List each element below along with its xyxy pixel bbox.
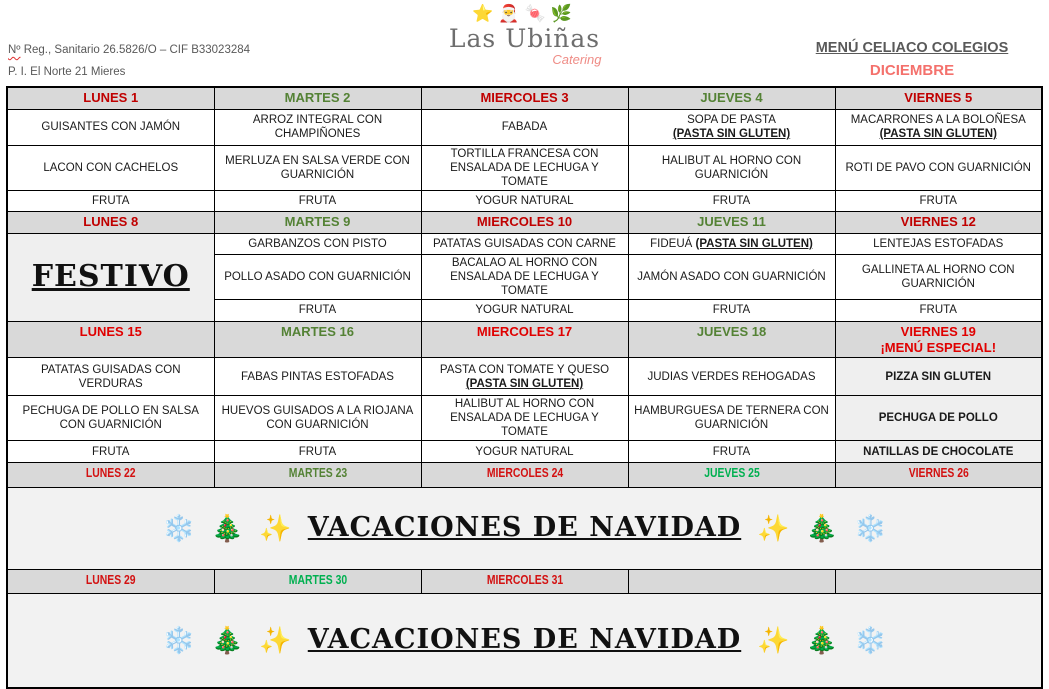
christmas-tree-icon: 🎄 <box>211 513 244 543</box>
logo-wordmark: Las Ubiñas <box>448 23 601 53</box>
dish-name: YOGUR NATURAL <box>475 445 574 458</box>
dish-cell <box>421 254 628 299</box>
dish-cell <box>421 145 628 190</box>
day-label: MARTES 2 <box>284 90 351 105</box>
reg-prefix: Nº <box>8 44 21 56</box>
dish-name: HALIBUT AL HORNO CON GUARNICIÓN <box>661 154 802 181</box>
gluten-free-note: (PASTA SIN GLUTEN) <box>695 237 813 250</box>
dish-cell <box>421 299 628 321</box>
week-header-row <box>7 321 1042 358</box>
day-label: JUEVES 18 <box>696 323 767 339</box>
dish-cell <box>835 109 1042 145</box>
dish-cell <box>421 233 628 254</box>
dish-cell <box>214 396 421 441</box>
dish-name: JUDIAS VERDES REHOGADAS <box>647 370 816 383</box>
dish-name: FRUTA <box>298 445 337 458</box>
dish-cell <box>7 109 214 145</box>
dish-cell <box>628 358 835 396</box>
day-label: MIERCOLES 3 <box>480 90 569 105</box>
dish-cell <box>214 145 421 190</box>
day-header-cell <box>628 463 835 488</box>
day-header-cell <box>628 87 835 109</box>
dish-cell <box>7 190 214 211</box>
day-header-cell <box>835 87 1042 109</box>
dish-name: MERLUZA EN SALSA VERDE CON GUARNICIÓN <box>225 154 410 181</box>
day-label: VIERNES 19 <box>900 323 976 339</box>
day-label: JUEVES 4 <box>700 90 763 105</box>
day-header-cell <box>835 463 1042 488</box>
dish-name: BACALAO AL HORNO CON ENSALADA DE LECHUGA Y TOMATE <box>450 256 599 297</box>
day-header-cell <box>214 87 421 109</box>
menu-table <box>6 86 1043 689</box>
day-label: LUNES 1 <box>83 90 139 105</box>
sanitary-registration-line <box>8 40 250 62</box>
dish-name: FABAS PINTAS ESTOFADAS <box>241 370 394 383</box>
dish-cell <box>421 358 628 396</box>
day-label: MARTES 9 <box>284 213 351 229</box>
holly-icon: 🌿 <box>550 4 577 23</box>
vacation-title: VACACIONES DE NAVIDAD <box>307 624 742 656</box>
snowflake-icon: ❄️ <box>853 624 887 655</box>
gluten-free-note: (PASTA SIN GLUTEN) <box>672 128 791 140</box>
snowflake-icon: ❄️ <box>162 513 196 543</box>
dish-cell <box>628 190 835 211</box>
day-header-cell <box>214 321 421 358</box>
dish-name: FRUTA <box>712 304 751 317</box>
snowflake-icon: ❄️ <box>853 513 887 543</box>
day-label: MIERCOLES 17 <box>476 323 573 339</box>
sparkles-icon: ✨ <box>757 513 790 543</box>
vacation-cell <box>7 488 1042 570</box>
dish-name: POLLO ASADO CON GUARNICIÓN <box>224 270 411 283</box>
day-label: VIERNES 5 <box>904 90 973 105</box>
day-label: VIERNES 26 <box>908 465 969 481</box>
dish-name: PECHUGA DE POLLO EN SALSA CON GUARNICIÓN <box>22 405 199 432</box>
sparkles-icon: ✨ <box>259 513 292 543</box>
day-header-cell <box>628 211 835 233</box>
dish-cell <box>835 441 1042 463</box>
day-label: MARTES 30 <box>288 572 347 588</box>
menu-row <box>7 233 1042 254</box>
day-label: LUNES 29 <box>85 572 136 588</box>
dish-cell <box>835 145 1042 190</box>
dish-cell <box>214 358 421 396</box>
dish-cell <box>628 441 835 463</box>
christmas-tree-icon: 🎄 <box>805 513 838 543</box>
dish-name: FRUTA <box>298 304 337 317</box>
dish-name: HAMBURGUESA DE TERNERA CON GUARNICIÓN <box>634 405 829 432</box>
vacation-title: VACACIONES DE NAVIDAD <box>307 512 742 544</box>
week-header-row <box>7 87 1042 109</box>
day-header-cell <box>421 570 628 594</box>
dish-name: MACARRONES A LA BOLOÑESA <box>850 113 1026 126</box>
day-header-cell <box>7 211 214 233</box>
dish-name: FRUTA <box>712 194 751 207</box>
dish-cell <box>214 190 421 211</box>
dish-name: HALIBUT AL HORNO CON ENSALADA DE LECHUGA Y TOMATE <box>450 398 599 439</box>
dish-name: PASTA CON TOMATE Y QUESO <box>439 363 610 376</box>
menu-row <box>7 441 1042 463</box>
dish-cell <box>835 233 1042 254</box>
dish-name: FIDEUÁ <box>650 237 693 250</box>
dish-cell <box>835 396 1042 441</box>
day-header-cell <box>7 321 214 358</box>
dish-cell <box>214 233 421 254</box>
dish-name: FRUTA <box>712 445 751 458</box>
reg-rest: Reg., Sanitario 26.5826/O – CIF B33023284 <box>20 44 251 56</box>
week-header-row <box>7 463 1042 488</box>
dish-name: GALLINETA AL HORNO CON GUARNICIÓN <box>861 263 1015 290</box>
dish-name: HUEVOS GUISADOS A LA RIOJANA CON GUARNICIÓN <box>221 405 414 432</box>
day-label: LUNES 15 <box>79 323 142 339</box>
sparkles-icon: ✨ <box>757 624 790 655</box>
candy-cane-icon: 🍬 <box>524 4 551 23</box>
dish-cell <box>421 190 628 211</box>
menu-row <box>7 109 1042 145</box>
logo-decorations <box>430 2 620 26</box>
day-header-cell <box>628 321 835 358</box>
dish-cell <box>421 441 628 463</box>
empty-header-cell <box>628 570 835 594</box>
dish-cell <box>835 254 1042 299</box>
day-label: LUNES 8 <box>83 213 139 229</box>
dish-name: SOPA DE PASTA <box>687 113 776 126</box>
logo-subtitle: Catering <box>552 51 602 67</box>
vacation-row <box>7 594 1042 688</box>
dish-name: PIZZA SIN GLUTEN <box>885 370 992 383</box>
day-header-cell <box>835 211 1042 233</box>
dish-cell <box>628 109 835 145</box>
gluten-free-note: (PASTA SIN GLUTEN) <box>879 128 997 140</box>
gluten-free-note: (PASTA SIN GLUTEN) <box>465 377 584 390</box>
week-header-row <box>7 570 1042 594</box>
day-header-cell <box>214 463 421 488</box>
dish-name: GUISANTES CON JAMÓN <box>41 120 181 133</box>
star-icon: ⭐ <box>472 4 499 23</box>
dish-name: ROTI DE PAVO CON GUARNICIÓN <box>845 161 1031 174</box>
vacation-row <box>7 488 1042 570</box>
dish-cell <box>628 145 835 190</box>
day-label: VIERNES 12 <box>900 213 976 229</box>
dish-cell <box>214 299 421 321</box>
dish-name: FRUTA <box>92 445 130 458</box>
vacation-cell <box>7 594 1042 688</box>
dish-name: YOGUR NATURAL <box>475 194 574 207</box>
document-heading <box>787 40 1037 79</box>
dish-name: GARBANZOS CON PISTO <box>248 237 387 250</box>
dish-cell <box>421 396 628 441</box>
dish-cell <box>214 441 421 463</box>
month-label: DICIEMBRE <box>869 62 955 79</box>
dish-cell <box>628 396 835 441</box>
sparkles-icon: ✨ <box>259 624 292 655</box>
dish-cell <box>214 109 421 145</box>
registration-info <box>8 40 250 84</box>
dish-name: YOGUR NATURAL <box>475 304 574 317</box>
address-line: P. I. El Norte 21 Mieres <box>8 65 126 78</box>
christmas-tree-icon: 🎄 <box>211 624 244 655</box>
dish-name: JAMÓN ASADO CON GUARNICIÓN <box>637 270 826 283</box>
special-menu-sublabel: ¡MENÚ ESPECIAL! <box>880 340 997 356</box>
day-label: MIERCOLES 10 <box>476 213 573 229</box>
dish-cell <box>7 441 214 463</box>
dish-cell <box>628 233 835 254</box>
dish-name: FRUTA <box>919 194 957 207</box>
dish-cell <box>628 254 835 299</box>
day-label: MARTES 16 <box>281 323 354 339</box>
dish-name: FABADA <box>501 120 548 133</box>
day-header-cell <box>835 321 1042 358</box>
day-header-cell <box>7 463 214 488</box>
dish-name: LENTEJAS ESTOFADAS <box>873 237 1004 250</box>
day-header-cell <box>421 211 628 233</box>
day-label: MARTES 23 <box>288 465 347 481</box>
dish-name: FRUTA <box>298 194 337 207</box>
company-logo <box>430 2 620 67</box>
dish-cell <box>7 358 214 396</box>
snowflake-icon: ❄️ <box>162 624 196 655</box>
santa-hat-icon: 🎅 <box>498 4 525 23</box>
day-header-cell <box>7 87 214 109</box>
day-label: MIERCOLES 24 <box>486 465 563 481</box>
festivo-label: FESTIVO <box>31 258 190 294</box>
festivo-cell <box>7 233 214 321</box>
empty-header-cell <box>835 570 1042 594</box>
dish-cell <box>835 299 1042 321</box>
vacation-banner <box>12 624 1037 657</box>
menu-row <box>7 396 1042 441</box>
dish-name: LACON CON CACHELOS <box>43 161 179 174</box>
day-label: JUEVES 25 <box>703 465 760 481</box>
vacation-banner <box>12 512 1037 545</box>
day-label: LUNES 22 <box>85 465 136 481</box>
day-header-cell <box>214 570 421 594</box>
week-header-row <box>7 211 1042 233</box>
menu-row <box>7 190 1042 211</box>
day-header-cell <box>421 321 628 358</box>
dish-name: PATATAS GUISADAS CON CARNE <box>433 237 616 250</box>
dish-name: PECHUGA DE POLLO <box>878 412 998 425</box>
day-header-cell <box>7 570 214 594</box>
day-header-cell <box>421 87 628 109</box>
dish-cell <box>835 358 1042 396</box>
dish-cell <box>628 299 835 321</box>
day-header-cell <box>214 211 421 233</box>
dish-cell <box>7 396 214 441</box>
day-header-cell <box>421 463 628 488</box>
dish-name: PATATAS GUISADAS CON VERDURAS <box>40 363 181 390</box>
dish-name: NATILLAS DE CHOCOLATE <box>863 445 1014 458</box>
dish-cell <box>421 109 628 145</box>
day-label: MIERCOLES 31 <box>486 572 563 588</box>
dish-cell <box>835 190 1042 211</box>
dish-name: ARROZ INTEGRAL CON CHAMPIÑONES <box>252 113 383 140</box>
menu-row <box>7 358 1042 396</box>
dish-cell <box>7 145 214 190</box>
dish-cell <box>214 254 421 299</box>
dish-name: TORTILLA FRANCESA CON ENSALADA DE LECHUGA Y TOMATE <box>450 147 599 188</box>
dish-name: FRUTA <box>92 194 130 207</box>
day-label: JUEVES 11 <box>697 213 766 229</box>
christmas-tree-icon: 🎄 <box>805 624 838 655</box>
menu-row <box>7 145 1042 190</box>
menu-title: MENÚ CELIACO COLEGIOS <box>815 40 1009 56</box>
dish-name: FRUTA <box>919 304 957 317</box>
